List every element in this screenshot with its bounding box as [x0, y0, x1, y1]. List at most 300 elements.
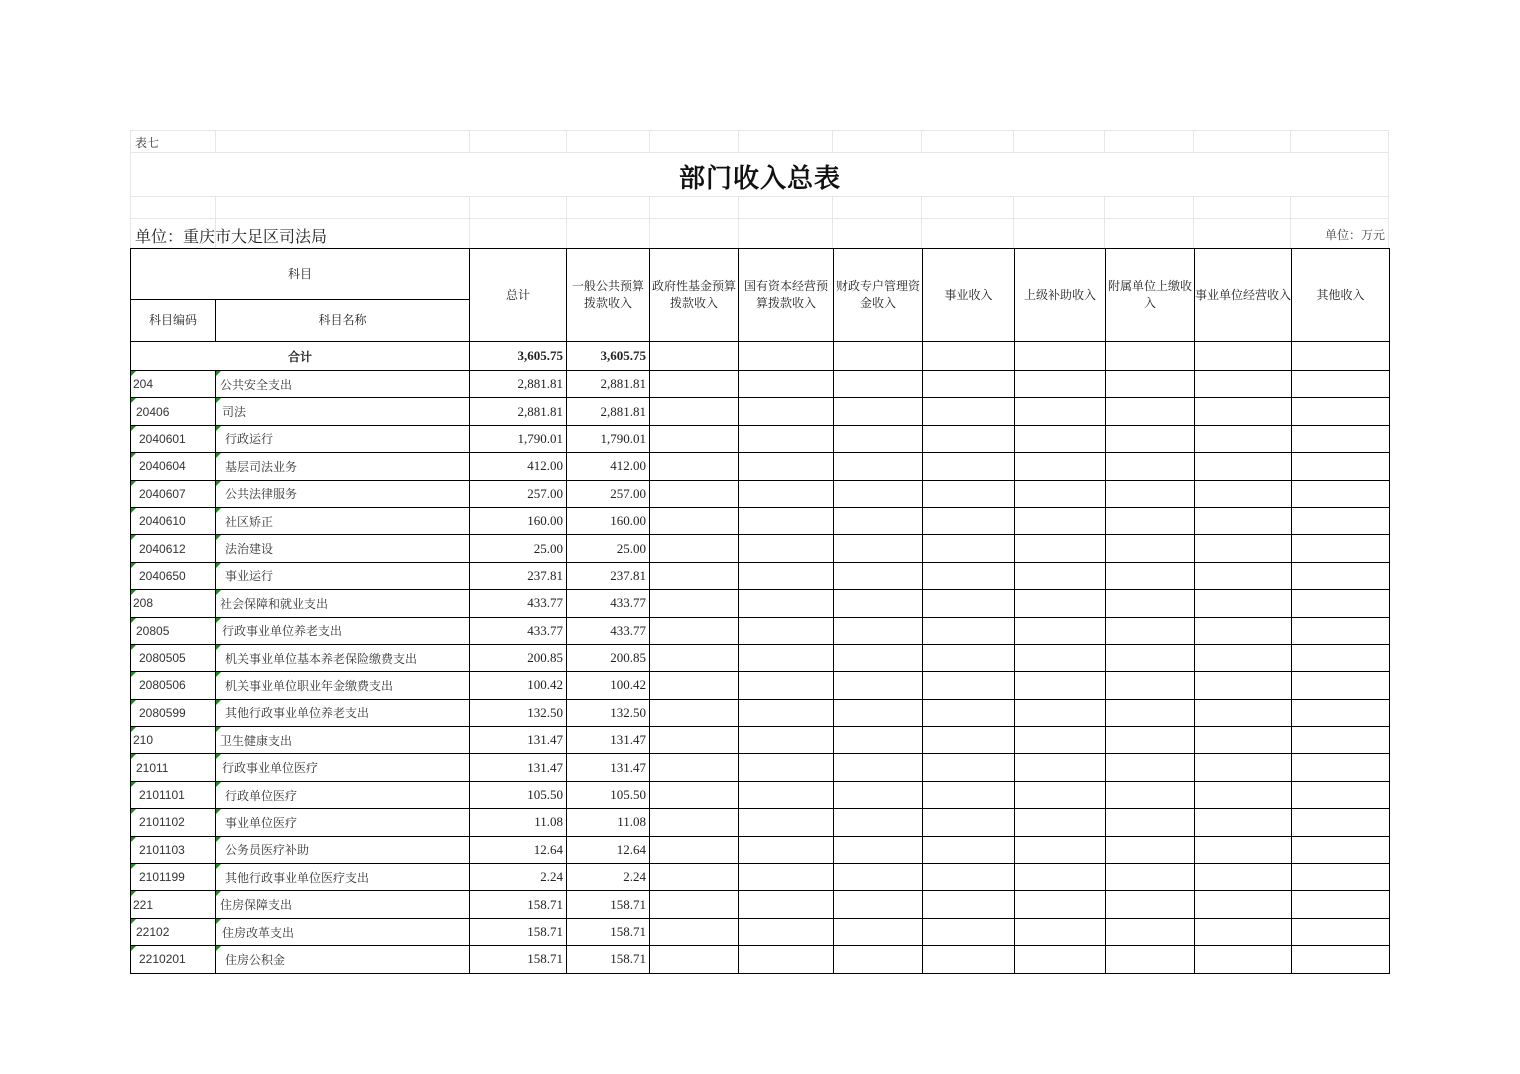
amount-general-budget: 200.85	[567, 644, 650, 671]
empty-cell	[650, 398, 739, 425]
empty-cell	[650, 453, 739, 480]
table-row	[131, 371, 1390, 398]
empty-cell	[923, 425, 1015, 452]
empty-cell	[834, 535, 923, 562]
empty-cell	[834, 371, 923, 398]
empty-cell	[1292, 891, 1390, 918]
empty-cell	[1015, 425, 1106, 452]
empty-cell	[1292, 754, 1390, 781]
empty-cell	[834, 699, 923, 726]
empty-cell	[923, 864, 1015, 891]
empty-cell	[1015, 781, 1106, 808]
empty-cell	[834, 672, 923, 699]
empty-cell	[923, 672, 1015, 699]
table-row	[131, 480, 1390, 507]
total-label: 合计	[131, 342, 470, 371]
empty-cell	[834, 864, 923, 891]
subject-code: 221	[131, 891, 216, 918]
subject-name: 住房改革支出	[216, 918, 470, 945]
empty-cell	[650, 946, 739, 973]
subject-name: 事业单位医疗	[216, 809, 470, 836]
sheet-label-row	[130, 130, 1389, 152]
empty-cell	[739, 535, 834, 562]
amount-general-budget: 160.00	[567, 507, 650, 534]
table-row	[131, 836, 1390, 863]
amount-general-budget: 433.77	[567, 590, 650, 617]
empty-cell	[923, 617, 1015, 644]
empty-cell	[1195, 891, 1292, 918]
subject-name: 卫生健康支出	[216, 727, 470, 754]
header-superior-subsidy: 上级补助收入	[1015, 249, 1106, 342]
empty-cell	[834, 617, 923, 644]
empty-cell	[834, 590, 923, 617]
header-state-capital: 国有资本经营预算拨款收入	[739, 249, 834, 342]
empty-cell	[739, 507, 834, 534]
amount-total: 158.71	[470, 946, 567, 973]
empty-cell	[1292, 507, 1390, 534]
empty-cell	[923, 754, 1015, 781]
subject-code: 21011	[131, 754, 216, 781]
empty-cell	[834, 891, 923, 918]
table-row	[131, 644, 1390, 671]
table-row	[131, 864, 1390, 891]
table-row	[131, 425, 1390, 452]
subject-name: 法治建设	[216, 535, 470, 562]
amount-total: 12.64	[470, 836, 567, 863]
empty-cell	[1106, 507, 1195, 534]
empty-cell	[650, 781, 739, 808]
empty-cell	[1015, 946, 1106, 973]
total-general: 3,605.75	[567, 342, 650, 371]
table-row	[131, 809, 1390, 836]
table-row	[131, 507, 1390, 534]
subject-code: 2210201	[131, 946, 216, 973]
unit-row	[130, 218, 1389, 248]
empty-cell	[1195, 809, 1292, 836]
empty-cell	[834, 453, 923, 480]
subject-code: 204	[131, 371, 216, 398]
table-row	[131, 672, 1390, 699]
empty-cell	[834, 644, 923, 671]
subject-code: 22102	[131, 918, 216, 945]
empty-cell	[1015, 480, 1106, 507]
amount-general-budget: 131.47	[567, 727, 650, 754]
empty-cell	[1015, 809, 1106, 836]
subject-name: 住房保障支出	[216, 891, 470, 918]
empty-cell	[1195, 644, 1292, 671]
subject-code: 2040612	[131, 535, 216, 562]
empty-cell	[739, 480, 834, 507]
empty-cell	[739, 699, 834, 726]
amount-general-budget: 257.00	[567, 480, 650, 507]
table-row	[131, 891, 1390, 918]
subject-code: 2101103	[131, 836, 216, 863]
subject-name: 公共安全支出	[216, 371, 470, 398]
empty-cell	[1015, 398, 1106, 425]
subject-code: 2080505	[131, 644, 216, 671]
subject-name: 社区矫正	[216, 507, 470, 534]
empty-cell	[1015, 754, 1106, 781]
empty-cell	[834, 781, 923, 808]
table-row	[131, 727, 1390, 754]
header-gov-fund: 政府性基金预算拨款收入	[650, 249, 739, 342]
empty-cell	[1195, 864, 1292, 891]
amount-general-budget: 433.77	[567, 617, 650, 644]
empty-cell	[1195, 699, 1292, 726]
empty-cell	[1292, 562, 1390, 589]
empty-cell	[1106, 809, 1195, 836]
subject-name: 基层司法业务	[216, 453, 470, 480]
amount-general-budget: 2,881.81	[567, 371, 650, 398]
empty-cell	[1015, 617, 1106, 644]
empty-cell	[1292, 727, 1390, 754]
empty-cell	[739, 754, 834, 781]
empty-cell	[923, 946, 1015, 973]
empty-cell	[1106, 836, 1195, 863]
empty-cell	[1292, 918, 1390, 945]
empty-cell	[739, 371, 834, 398]
empty-cell	[650, 699, 739, 726]
amount-general-budget: 1,790.01	[567, 425, 650, 452]
empty-cell	[1195, 590, 1292, 617]
subject-code: 2101102	[131, 809, 216, 836]
header-row-1	[131, 249, 1390, 300]
empty-cell	[739, 946, 834, 973]
empty-cell	[1015, 918, 1106, 945]
amount-general-budget: 105.50	[567, 781, 650, 808]
empty-cell	[923, 480, 1015, 507]
empty-cell	[1195, 398, 1292, 425]
table-row	[131, 590, 1390, 617]
empty-cell	[834, 480, 923, 507]
empty-cell	[1195, 836, 1292, 863]
empty-cell	[1195, 918, 1292, 945]
empty-cell	[1195, 371, 1292, 398]
empty-cell	[1292, 781, 1390, 808]
empty-cell	[650, 836, 739, 863]
amount-general-budget: 25.00	[567, 535, 650, 562]
empty-cell	[1106, 535, 1195, 562]
header-subject-code: 科目编码	[131, 300, 216, 342]
empty-cell	[1292, 425, 1390, 452]
empty-cell	[1015, 535, 1106, 562]
empty-cell	[1106, 946, 1195, 973]
empty-cell	[739, 918, 834, 945]
empty-cell	[1106, 371, 1195, 398]
empty-cell	[1106, 590, 1195, 617]
empty-cell	[650, 535, 739, 562]
empty-cell	[923, 727, 1015, 754]
empty-cell	[923, 891, 1015, 918]
empty-cell	[739, 727, 834, 754]
amount-total: 433.77	[470, 590, 567, 617]
sheet-label: 表七	[135, 136, 160, 150]
empty-cell	[739, 891, 834, 918]
header-general-budget: 一般公共预算拨款收入	[567, 249, 650, 342]
empty-cell	[834, 727, 923, 754]
empty-cell	[739, 781, 834, 808]
empty-cell	[1106, 425, 1195, 452]
subject-name: 其他行政事业单位养老支出	[216, 699, 470, 726]
amount-total: 1,790.01	[470, 425, 567, 452]
header-special-fund: 财政专户管理资金收入	[834, 249, 923, 342]
empty-cell	[1106, 672, 1195, 699]
subject-name: 事业运行	[216, 562, 470, 589]
empty-cell	[1292, 535, 1390, 562]
empty-cell	[1292, 590, 1390, 617]
header-other: 其他收入	[1292, 249, 1390, 342]
empty-cell	[1195, 617, 1292, 644]
empty-cell	[834, 425, 923, 452]
empty-cell	[739, 590, 834, 617]
empty-cell	[650, 617, 739, 644]
amount-total: 11.08	[470, 809, 567, 836]
income-table	[130, 248, 1390, 974]
subject-code: 2101199	[131, 864, 216, 891]
amount-general-budget: 11.08	[567, 809, 650, 836]
empty-cell	[650, 590, 739, 617]
empty-cell	[1292, 617, 1390, 644]
amount-total: 2,881.81	[470, 371, 567, 398]
empty-cell	[1195, 754, 1292, 781]
empty-cell	[923, 918, 1015, 945]
empty-cell	[650, 864, 739, 891]
empty-cell	[1195, 453, 1292, 480]
empty-cell	[1015, 699, 1106, 726]
empty-cell	[1292, 864, 1390, 891]
empty-cell	[650, 754, 739, 781]
subject-name: 机关事业单位基本养老保险缴费支出	[216, 644, 470, 671]
amount-total: 100.42	[470, 672, 567, 699]
amount-general-budget: 2.24	[567, 864, 650, 891]
amount-total: 131.47	[470, 727, 567, 754]
empty-cell	[1106, 480, 1195, 507]
subject-name: 行政单位医疗	[216, 781, 470, 808]
empty-cell	[650, 809, 739, 836]
empty-cell	[923, 535, 1015, 562]
empty-cell	[923, 644, 1015, 671]
empty-cell	[1292, 453, 1390, 480]
empty-cell	[834, 918, 923, 945]
empty-cell	[923, 398, 1015, 425]
amount-general-budget: 237.81	[567, 562, 650, 589]
amount-general-budget: 158.71	[567, 891, 650, 918]
subject-code: 210	[131, 727, 216, 754]
empty-cell	[739, 453, 834, 480]
spacer-row	[130, 196, 1389, 218]
empty-cell	[739, 809, 834, 836]
subject-code: 2040607	[131, 480, 216, 507]
empty-cell	[1195, 480, 1292, 507]
empty-cell	[1015, 590, 1106, 617]
empty-cell	[1195, 535, 1292, 562]
header-subject-name: 科目名称	[216, 300, 470, 342]
subject-code: 2080506	[131, 672, 216, 699]
header-total: 总计	[470, 249, 567, 342]
currency-unit: 单位：万元	[1324, 228, 1385, 242]
department-unit: 单位：重庆市大足区司法局	[135, 229, 328, 246]
empty-cell	[650, 562, 739, 589]
empty-cell	[1106, 754, 1195, 781]
empty-cell	[1195, 507, 1292, 534]
empty-cell	[923, 699, 1015, 726]
empty-cell	[739, 398, 834, 425]
table-row	[131, 781, 1390, 808]
amount-total: 257.00	[470, 480, 567, 507]
amount-total: 412.00	[470, 453, 567, 480]
subject-name: 公务员医疗补助	[216, 836, 470, 863]
empty-cell	[923, 590, 1015, 617]
empty-cell	[1106, 398, 1195, 425]
empty-cell	[923, 836, 1015, 863]
empty-cell	[739, 864, 834, 891]
empty-cell	[650, 918, 739, 945]
subject-name: 机关事业单位职业年金缴费支出	[216, 672, 470, 699]
subject-code: 2080599	[131, 699, 216, 726]
subject-code: 2040650	[131, 562, 216, 589]
empty-cell	[650, 891, 739, 918]
empty-cell	[1292, 398, 1390, 425]
amount-total: 237.81	[470, 562, 567, 589]
subject-name: 行政事业单位医疗	[216, 754, 470, 781]
empty-cell	[1106, 617, 1195, 644]
amount-total: 200.85	[470, 644, 567, 671]
header-subject: 科目	[131, 249, 470, 300]
total-row	[131, 342, 1390, 371]
subject-code: 2040604	[131, 453, 216, 480]
amount-total: 132.50	[470, 699, 567, 726]
empty-cell	[923, 781, 1015, 808]
empty-cell	[1292, 946, 1390, 973]
empty-cell	[923, 809, 1015, 836]
total-sum: 3,605.75	[470, 342, 567, 371]
header-business: 事业收入	[923, 249, 1015, 342]
amount-total: 131.47	[470, 754, 567, 781]
empty-cell	[650, 672, 739, 699]
empty-cell	[739, 617, 834, 644]
table-row	[131, 699, 1390, 726]
empty-cell	[1106, 644, 1195, 671]
amount-general-budget: 131.47	[567, 754, 650, 781]
empty-cell	[739, 836, 834, 863]
empty-cell	[1015, 507, 1106, 534]
empty-cell	[650, 644, 739, 671]
empty-cell	[1015, 864, 1106, 891]
subject-name: 其他行政事业单位医疗支出	[216, 864, 470, 891]
amount-total: 2,881.81	[470, 398, 567, 425]
subject-code: 20805	[131, 617, 216, 644]
empty-cell	[739, 672, 834, 699]
empty-cell	[1015, 562, 1106, 589]
empty-cell	[1015, 891, 1106, 918]
empty-cell	[834, 398, 923, 425]
empty-cell	[1106, 781, 1195, 808]
empty-cell	[1292, 480, 1390, 507]
amount-general-budget: 158.71	[567, 946, 650, 973]
empty-cell	[1195, 562, 1292, 589]
subject-code: 2040610	[131, 507, 216, 534]
empty-cell	[1015, 727, 1106, 754]
empty-cell	[1292, 836, 1390, 863]
subject-name: 行政事业单位养老支出	[216, 617, 470, 644]
amount-total: 158.71	[470, 891, 567, 918]
empty-cell	[650, 727, 739, 754]
empty-cell	[1106, 891, 1195, 918]
empty-cell	[739, 425, 834, 452]
empty-cell	[1106, 562, 1195, 589]
table-row	[131, 617, 1390, 644]
empty-cell	[1195, 727, 1292, 754]
empty-cell	[1015, 453, 1106, 480]
subject-code: 2101101	[131, 781, 216, 808]
table-row	[131, 754, 1390, 781]
empty-cell	[1292, 371, 1390, 398]
header-business-operation: 事业单位经营收入	[1195, 249, 1292, 342]
amount-total: 105.50	[470, 781, 567, 808]
empty-cell	[834, 754, 923, 781]
empty-cell	[1106, 864, 1195, 891]
amount-general-budget: 132.50	[567, 699, 650, 726]
table-row	[131, 398, 1390, 425]
empty-cell	[834, 946, 923, 973]
title-row	[130, 152, 1389, 196]
amount-total: 433.77	[470, 617, 567, 644]
empty-cell	[1195, 425, 1292, 452]
page-title: 部门收入总表	[678, 164, 841, 194]
subject-code: 2040601	[131, 425, 216, 452]
empty-cell	[834, 836, 923, 863]
empty-cell	[650, 371, 739, 398]
empty-cell	[923, 562, 1015, 589]
subject-code: 20406	[131, 398, 216, 425]
empty-cell	[834, 507, 923, 534]
empty-cell	[1195, 946, 1292, 973]
table-row	[131, 562, 1390, 589]
subject-name: 司法	[216, 398, 470, 425]
empty-cell	[1106, 453, 1195, 480]
empty-cell	[1292, 809, 1390, 836]
empty-cell	[650, 480, 739, 507]
empty-cell	[650, 425, 739, 452]
empty-cell	[1292, 699, 1390, 726]
empty-cell	[923, 371, 1015, 398]
amount-general-budget: 412.00	[567, 453, 650, 480]
table-row	[131, 918, 1390, 945]
empty-cell	[1015, 836, 1106, 863]
empty-cell	[1292, 644, 1390, 671]
amount-general-budget: 100.42	[567, 672, 650, 699]
empty-cell	[739, 562, 834, 589]
amount-general-budget: 158.71	[567, 918, 650, 945]
empty-cell	[834, 562, 923, 589]
amount-total: 2.24	[470, 864, 567, 891]
subject-code: 208	[131, 590, 216, 617]
empty-cell	[923, 453, 1015, 480]
amount-general-budget: 12.64	[567, 836, 650, 863]
empty-cell	[923, 507, 1015, 534]
empty-cell	[739, 644, 834, 671]
header-affiliated: 附属单位上缴收入	[1106, 249, 1195, 342]
empty-cell	[1106, 918, 1195, 945]
empty-cell	[1195, 781, 1292, 808]
empty-cell	[1015, 644, 1106, 671]
income-summary-sheet	[130, 130, 1389, 974]
empty-cell	[650, 507, 739, 534]
empty-cell	[1106, 699, 1195, 726]
table-row	[131, 946, 1390, 973]
empty-cell	[1015, 672, 1106, 699]
empty-cell	[1195, 672, 1292, 699]
